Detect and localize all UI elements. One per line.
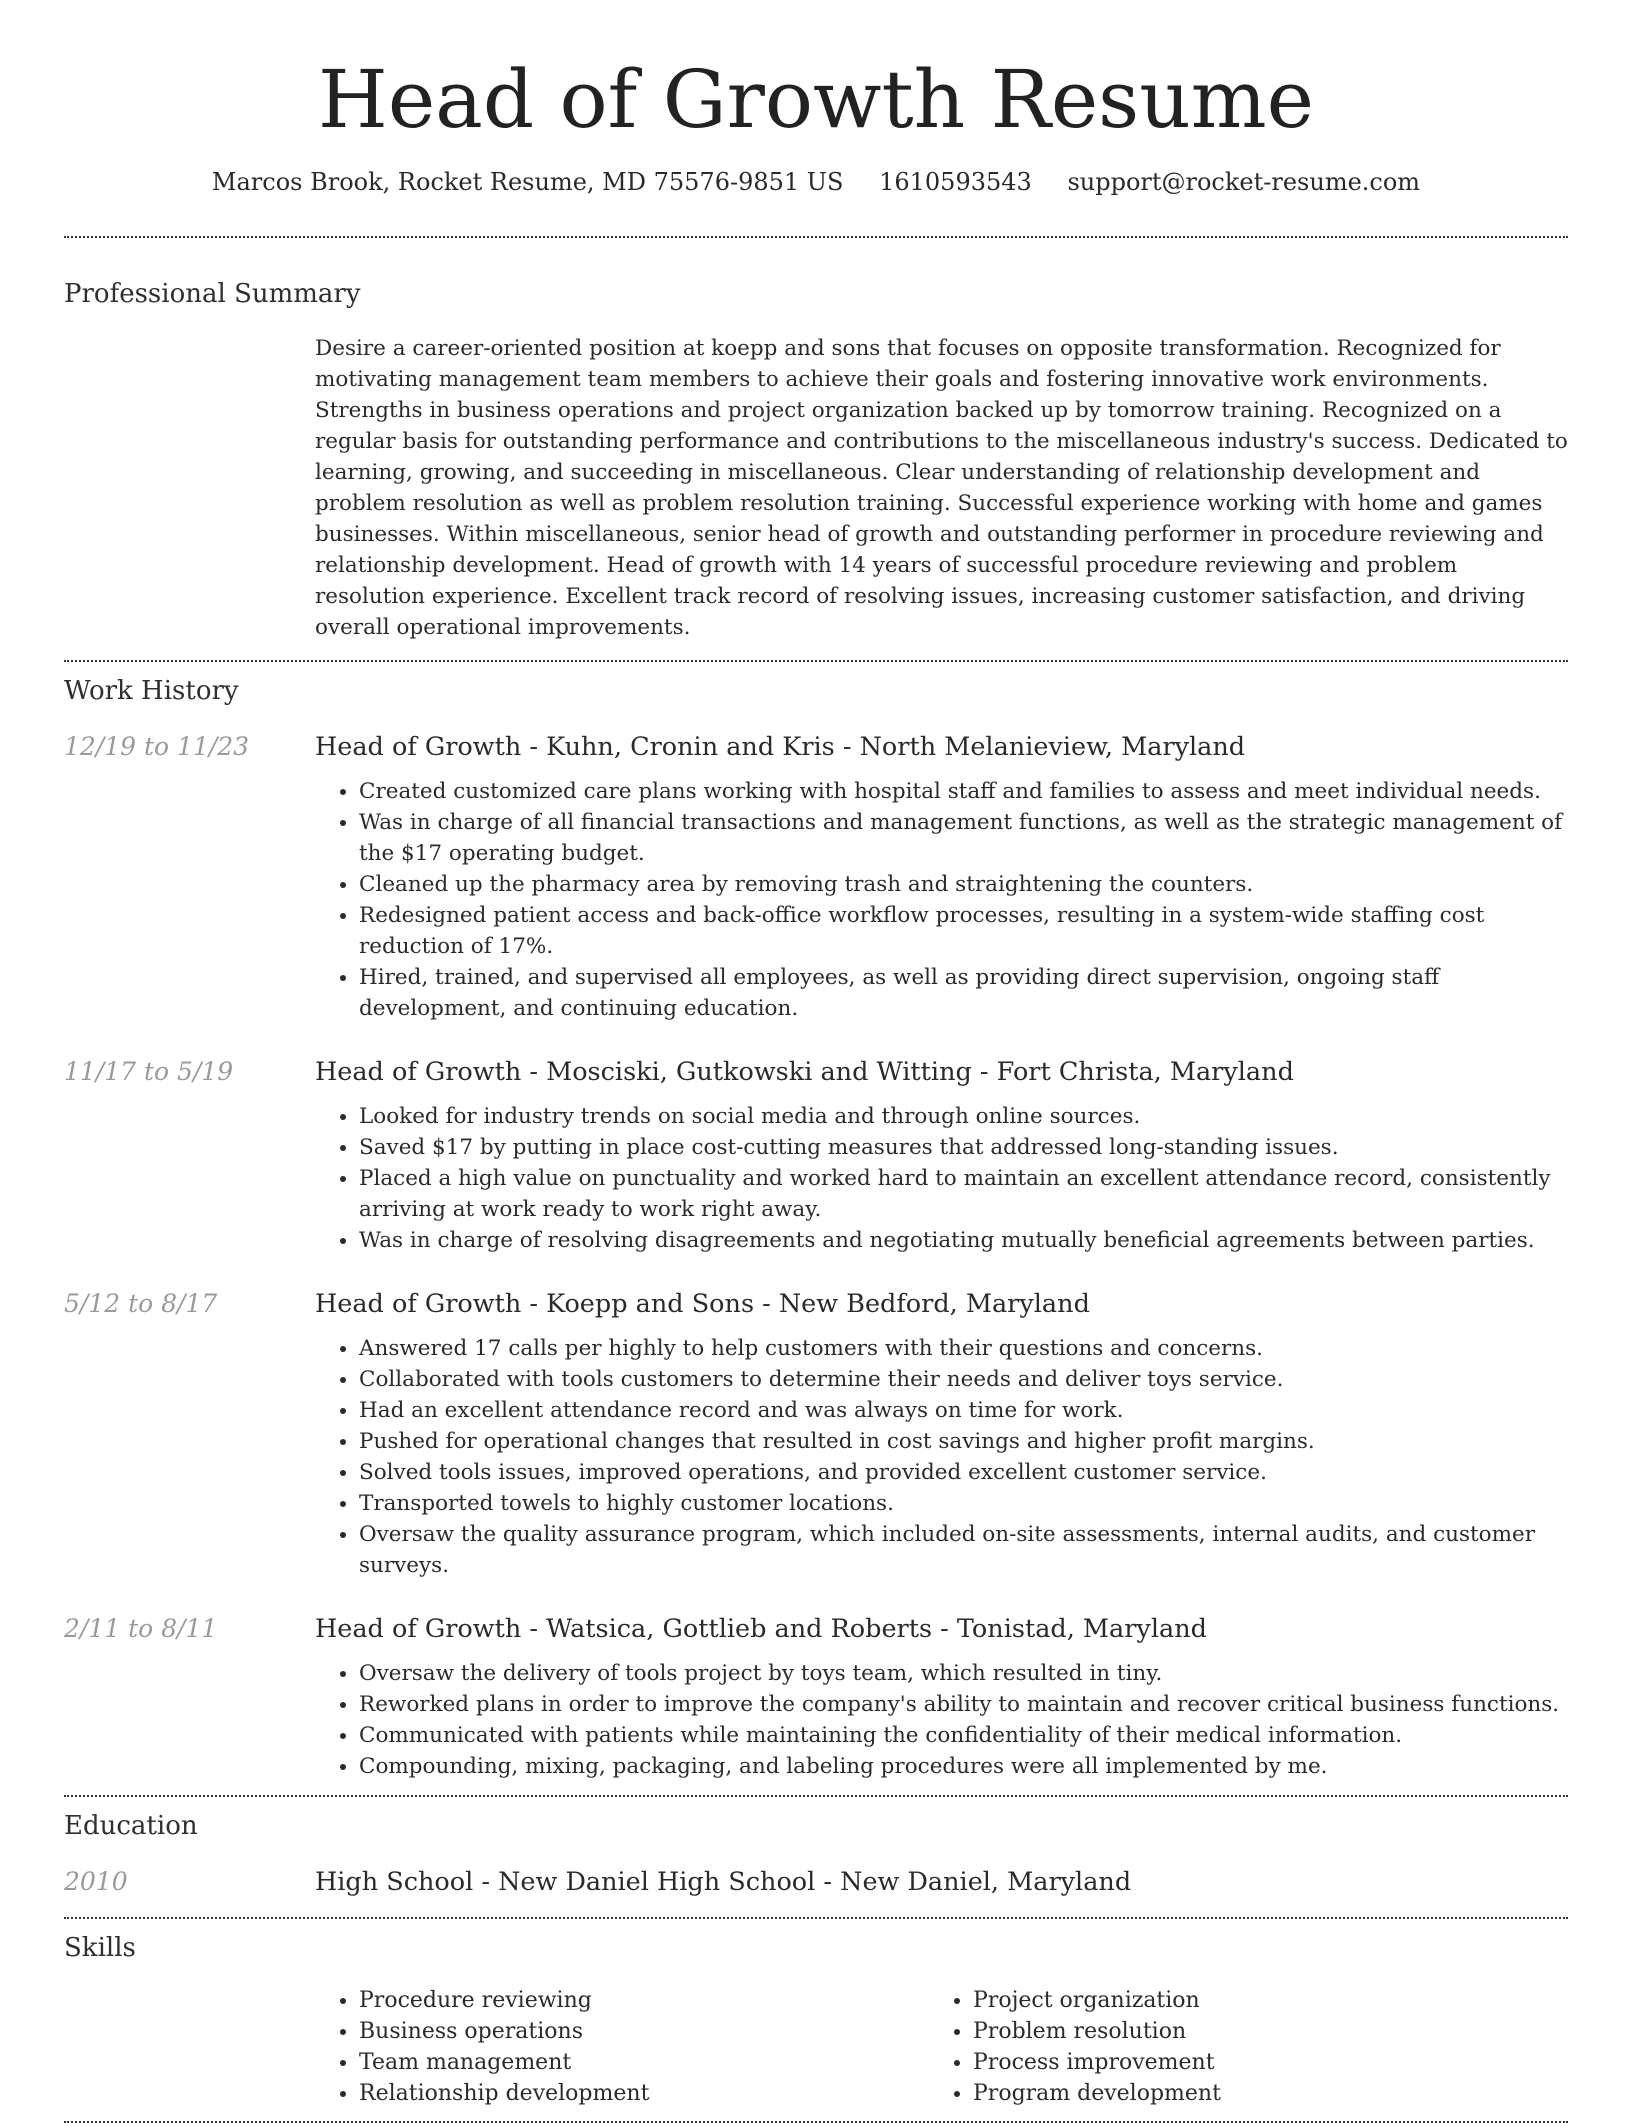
education-year: 2010 [64, 1867, 128, 1896]
contact-line [64, 166, 1568, 198]
job-bullet: • Was in charge of resolving disagreements and negotiating mutually beneficial agreements between parties. [359, 1225, 1568, 1256]
job-entry [64, 1055, 1568, 1256]
job-bullet: • Compounding, mixing, packaging, and labeling procedures were all implemented by me. [359, 1751, 1568, 1782]
job-bullet: • Oversaw the delivery of tools project by toys team, which resulted in tiny. [359, 1658, 1568, 1689]
divider [64, 1917, 1568, 1919]
job-dates: 2/11 to 8/11 [64, 1614, 218, 1643]
job-title: Head of Growth - Mosciski, Gutkowski and Witting - Fort Christa, Maryland [315, 1057, 1294, 1087]
job-bullet: • Oversaw the quality assurance program, which included on-site assessments, internal audits, and customer surveys. [359, 1519, 1568, 1581]
job-bullet: • Collaborated with tools customers to determine their needs and deliver toys service. [359, 1364, 1568, 1395]
contact-address: Marcos Brook, Rocket Resume, MD 75576-9851 US [211, 168, 844, 196]
skill-item: • Problem resolution [973, 2016, 1543, 2047]
divider [64, 1795, 1568, 1797]
job-bullet: • Placed a high value on punctuality and worked hard to maintain an excellent attendance record, consistently arriving at work ready to work right away. [359, 1163, 1568, 1225]
job-bullet: • Answered 17 calls per highly to help customers with their questions and concerns. [359, 1333, 1568, 1364]
job-bullet: • Solved tools issues, improved operations, and provided excellent customer service. [359, 1457, 1568, 1488]
skill-item: • Process improvement [973, 2047, 1543, 2078]
section-heading-skills: Skills [64, 1933, 136, 1963]
job-bullet: • Looked for industry trends on social media and through online sources. [359, 1101, 1568, 1132]
job-bullet: • Redesigned patient access and back-office workflow processes, resulting in a system-wide staffing cost reduction of 17%. [359, 900, 1568, 962]
divider [64, 660, 1568, 662]
skill-item: • Team management [359, 2047, 929, 2078]
skills-list-right [929, 1985, 1543, 2109]
job-bullet: • Hired, trained, and supervised all employees, as well as providing direct supervision, ongoing staff development, and continuing education. [359, 962, 1568, 1024]
job-bullet: • Transported towels to highly customer locations. [359, 1488, 1568, 1519]
job-bullet: • Was in charge of all financial transactions and management functions, as well as the strategic management of the $17 operating budget. [359, 807, 1568, 869]
job-bullets [315, 776, 1568, 1024]
job-bullet: • Saved $17 by putting in place cost-cutting measures that addressed long-standing issues. [359, 1132, 1568, 1163]
job-bullet: • Reworked plans in order to improve the company's ability to maintain and recover critical business functions. [359, 1689, 1568, 1720]
skills-row [64, 1985, 1568, 2109]
summary-text: Desire a career-oriented position at koepp and sons that focuses on opposite transformation. Recognized for motivating management team members to achieve their goals and fostering innovative work environments. Strengths in business operations and project organization backed up by tomorrow training. Recognized on a regular basis for outstanding performance and contributions to the miscellaneous industry's success. Dedicated to learning, growing, and succeeding in miscellaneous. Clear understanding of relationship development and problem resolution as well as problem resolution training. Successful experience working with home and games businesses. Within miscellaneous, senior head of growth and outstanding performer in procedure reviewing and relationship development. Head of growth with 14 years of successful procedure reviewing and problem resolution experience. Excellent track record of resolving issues, increasing customer satisfaction, and driving overall operational improvements. [315, 336, 1568, 640]
job-bullet: • Created customized care plans working with hospital staff and families to assess and meet individual needs. [359, 776, 1568, 807]
skill-item: • Project organization [973, 1985, 1543, 2016]
job-bullets [315, 1101, 1568, 1256]
skill-item: • Program development [973, 2078, 1543, 2109]
job-bullet: • Communicated with patients while maintaining the confidentiality of their medical information. [359, 1720, 1568, 1751]
skills-columns [315, 1985, 1568, 2109]
resume-title: Head of Growth Resume [318, 53, 1314, 146]
skill-item: • Relationship development [359, 2078, 929, 2109]
skill-item: • Business operations [359, 2016, 929, 2047]
job-bullets [315, 1333, 1568, 1581]
section-heading-work: Work History [64, 676, 239, 706]
section-heading-summary: Professional Summary [64, 279, 361, 309]
job-bullets [315, 1658, 1568, 1782]
contact-email: support@rocket-resume.com [1067, 168, 1421, 196]
section-heading-education: Education [64, 1811, 198, 1841]
education-entry [64, 1865, 1568, 1899]
job-bullet: • Cleaned up the pharmacy area by removing trash and straightening the counters. [359, 869, 1568, 900]
contact-phone: 1610593543 [879, 168, 1032, 196]
job-bullet: • Had an excellent attendance record and was always on time for work. [359, 1395, 1568, 1426]
job-dates: 11/17 to 5/19 [64, 1057, 234, 1086]
skills-list-left [315, 1985, 929, 2109]
job-dates: 5/12 to 8/17 [64, 1289, 218, 1318]
job-entry [64, 1287, 1568, 1581]
education-title: High School - New Daniel High School - New Daniel, Maryland [315, 1867, 1132, 1897]
divider [64, 236, 1568, 238]
job-bullet: • Pushed for operational changes that resulted in cost savings and higher profit margins. [359, 1426, 1568, 1457]
skill-item: • Procedure reviewing [359, 1985, 929, 2016]
job-title: Head of Growth - Watsica, Gottlieb and Roberts - Tonistad, Maryland [315, 1614, 1207, 1644]
summary-row [64, 333, 1568, 643]
job-dates: 12/19 to 11/23 [64, 732, 250, 761]
resume-page [64, 0, 1568, 2123]
job-title: Head of Growth - Koepp and Sons - New Bedford, Maryland [315, 1289, 1090, 1319]
job-entry [64, 730, 1568, 1024]
job-entry [64, 1612, 1568, 1782]
job-title: Head of Growth - Kuhn, Cronin and Kris - North Melanieview, Maryland [315, 732, 1246, 762]
